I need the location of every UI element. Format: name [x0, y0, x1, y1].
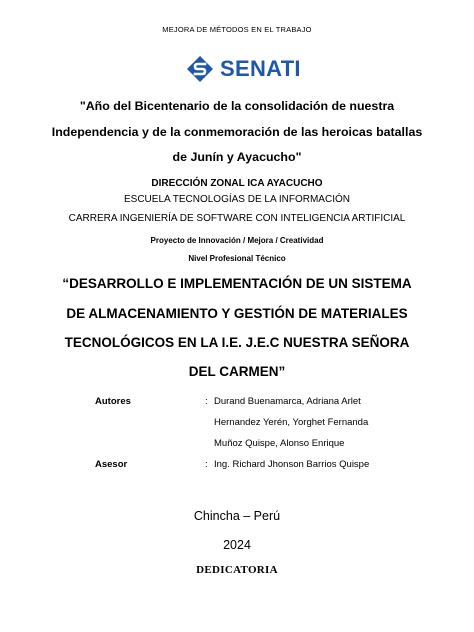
author-name: Hernandez Yerén, Yorghet Fernanda	[214, 417, 369, 428]
advisor-name: Ing. Richard Jhonson Barrios Quispe	[214, 459, 370, 470]
senati-logo-icon	[186, 55, 214, 83]
school-name: ESCUELA TECNOLOGÍAS DE LA INFORMACIÓN	[124, 194, 350, 205]
logo-text: SENATI	[220, 56, 301, 81]
author-name: Durand Buenamarca, Adriana Arlet	[214, 396, 361, 407]
motto-line: de Junín y Ayacucho"	[172, 150, 302, 164]
advisor-colon: :	[205, 459, 208, 470]
header-note: MEJORA DE MÉTODOS EN EL TRABAJO	[162, 25, 312, 34]
city: Chincha – Perú	[193, 509, 281, 523]
zonal-direction: DIRECCIÓN ZONAL ICA AYACUCHO	[151, 178, 323, 189]
dedication-heading: DEDICATORIA	[196, 564, 278, 576]
year: 2024	[223, 538, 251, 552]
motto-line: Independencia y de la conmemoración de las heroicas batallas	[51, 125, 423, 139]
document-title-line: DE ALMACENAMIENTO Y GESTIÓN DE MATERIALES	[66, 306, 408, 321]
project-type: Proyecto de Innovación / Mejora / Creatividad	[150, 236, 324, 245]
motto-line: "Año del Bicentenario de la consolidación de nuestra	[79, 99, 395, 113]
document-title-line: TECNOLÓGICOS EN LA I.E. J.E.C NUESTRA SEÑORA	[64, 335, 410, 350]
authors-colon: :	[205, 396, 208, 407]
authors-label: Autores	[95, 396, 131, 407]
level: Nivel Profesional Técnico	[188, 254, 286, 263]
career-name: CARRERA INGENIERÍA DE SOFTWARE CON INTELIGENCIA ARTIFICIAL	[68, 213, 406, 224]
document-title-line: “DESARROLLO E IMPLEMENTACIÓN DE UN SISTEMA	[62, 276, 412, 291]
author-name: Muñoz Quispe, Alonso Enrique	[214, 438, 345, 449]
document-title-line: DEL CARMEN”	[188, 364, 286, 379]
advisor-label: Asesor	[95, 459, 128, 470]
senati-logo	[186, 52, 301, 86]
